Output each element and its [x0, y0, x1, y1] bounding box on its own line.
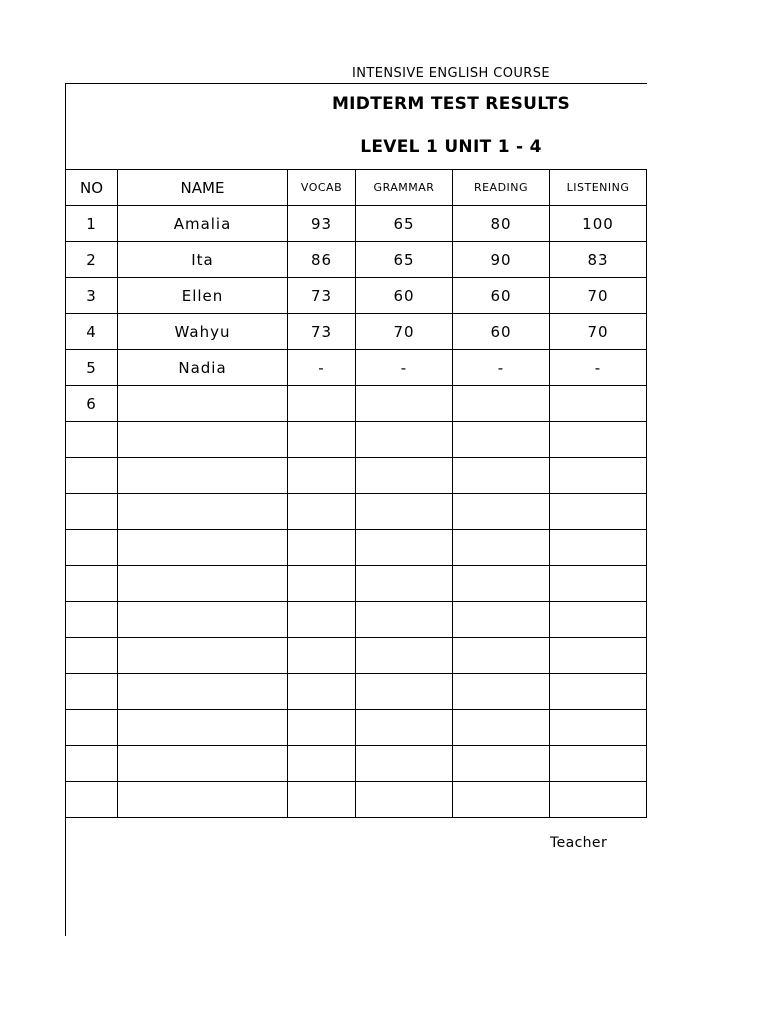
cell-no	[66, 746, 118, 782]
cell-grammar	[356, 494, 453, 530]
cell-reading: 90	[453, 242, 550, 278]
cell-reading	[453, 422, 550, 458]
course-name: INTENSIVE ENGLISH COURSE	[352, 66, 550, 81]
cell-reading	[453, 674, 550, 710]
cell-no	[66, 494, 118, 530]
cell-listening	[550, 386, 647, 422]
cell-grammar: 65	[356, 242, 453, 278]
cell-no	[66, 530, 118, 566]
cell-listening	[550, 710, 647, 746]
cell-vocab	[288, 638, 356, 674]
cell-vocab	[288, 674, 356, 710]
cell-vocab: 73	[288, 314, 356, 350]
cell-name: Amalia	[118, 206, 288, 242]
table-row	[66, 242, 647, 278]
cell-no	[66, 782, 118, 818]
cell-listening	[550, 530, 647, 566]
cell-no	[66, 422, 118, 458]
cell-listening: 100	[550, 206, 647, 242]
cell-reading	[453, 638, 550, 674]
cell-name	[118, 782, 288, 818]
cell-listening	[550, 494, 647, 530]
table-row	[66, 638, 647, 674]
cell-grammar	[356, 386, 453, 422]
table-row	[66, 458, 647, 494]
table-row	[66, 386, 647, 422]
cell-listening	[550, 674, 647, 710]
table-row	[66, 206, 647, 242]
column-header-grammar: GRAMMAR	[356, 170, 453, 206]
cell-grammar	[356, 746, 453, 782]
table-header-row	[66, 170, 647, 206]
cell-name	[118, 674, 288, 710]
page-title: MIDTERM TEST RESULTS	[331, 94, 571, 114]
cell-no	[66, 710, 118, 746]
cell-vocab	[288, 710, 356, 746]
teacher-signature-label: Teacher	[550, 835, 608, 851]
cell-no: 1	[66, 206, 118, 242]
table-row	[66, 494, 647, 530]
cell-name	[118, 458, 288, 494]
column-header-reading: READING	[453, 170, 550, 206]
cell-grammar	[356, 422, 453, 458]
cell-listening: 70	[550, 278, 647, 314]
cell-name	[118, 422, 288, 458]
table-row	[66, 278, 647, 314]
cell-grammar	[356, 602, 453, 638]
cell-vocab	[288, 494, 356, 530]
cell-no: 6	[66, 386, 118, 422]
cell-reading	[453, 746, 550, 782]
cell-grammar	[356, 530, 453, 566]
cell-name	[118, 494, 288, 530]
table-row	[66, 710, 647, 746]
cell-grammar	[356, 710, 453, 746]
table-row	[66, 314, 647, 350]
cell-name	[118, 602, 288, 638]
cell-reading	[453, 602, 550, 638]
column-header-no: NO	[66, 170, 118, 206]
table-row	[66, 674, 647, 710]
table-row	[66, 422, 647, 458]
cell-vocab: 93	[288, 206, 356, 242]
table-row	[66, 566, 647, 602]
cell-grammar: -	[356, 350, 453, 386]
cell-grammar	[356, 782, 453, 818]
cell-vocab: -	[288, 350, 356, 386]
cell-reading: -	[453, 350, 550, 386]
cell-vocab	[288, 746, 356, 782]
column-header-listening: LISTENING	[550, 170, 647, 206]
cell-name	[118, 386, 288, 422]
cell-name: Wahyu	[118, 314, 288, 350]
cell-listening: 83	[550, 242, 647, 278]
page-subtitle: LEVEL 1 UNIT 1 - 4	[360, 137, 542, 157]
cell-grammar	[356, 674, 453, 710]
top-border-line	[65, 83, 647, 84]
cell-no	[66, 458, 118, 494]
cell-name: Ita	[118, 242, 288, 278]
cell-name: Ellen	[118, 278, 288, 314]
cell-grammar: 60	[356, 278, 453, 314]
cell-reading	[453, 782, 550, 818]
cell-reading	[453, 710, 550, 746]
column-header-vocab: VOCAB	[288, 170, 356, 206]
cell-listening	[550, 602, 647, 638]
table-row	[66, 782, 647, 818]
cell-no: 4	[66, 314, 118, 350]
cell-vocab	[288, 782, 356, 818]
cell-listening	[550, 638, 647, 674]
cell-reading: 80	[453, 206, 550, 242]
table-row	[66, 602, 647, 638]
cell-listening: -	[550, 350, 647, 386]
cell-vocab	[288, 386, 356, 422]
cell-grammar: 70	[356, 314, 453, 350]
cell-reading	[453, 386, 550, 422]
column-header-name: NAME	[118, 170, 288, 206]
cell-name	[118, 710, 288, 746]
cell-no: 2	[66, 242, 118, 278]
table-row	[66, 350, 647, 386]
cell-listening	[550, 422, 647, 458]
cell-no	[66, 566, 118, 602]
cell-name: Nadia	[118, 350, 288, 386]
cell-reading	[453, 458, 550, 494]
cell-vocab: 86	[288, 242, 356, 278]
table-row	[66, 746, 647, 782]
table-row	[66, 530, 647, 566]
results-table	[65, 169, 647, 818]
cell-listening: 70	[550, 314, 647, 350]
cell-vocab: 73	[288, 278, 356, 314]
cell-grammar: 65	[356, 206, 453, 242]
cell-reading: 60	[453, 278, 550, 314]
cell-listening	[550, 458, 647, 494]
cell-reading	[453, 530, 550, 566]
cell-reading	[453, 566, 550, 602]
cell-no	[66, 674, 118, 710]
cell-vocab	[288, 422, 356, 458]
cell-vocab	[288, 530, 356, 566]
cell-grammar	[356, 566, 453, 602]
cell-name	[118, 566, 288, 602]
cell-name	[118, 530, 288, 566]
cell-no: 5	[66, 350, 118, 386]
results-table-body	[66, 206, 647, 818]
cell-vocab	[288, 602, 356, 638]
cell-grammar	[356, 638, 453, 674]
cell-vocab	[288, 458, 356, 494]
cell-name	[118, 746, 288, 782]
cell-no: 3	[66, 278, 118, 314]
cell-listening	[550, 746, 647, 782]
cell-listening	[550, 566, 647, 602]
cell-no	[66, 602, 118, 638]
cell-vocab	[288, 566, 356, 602]
cell-reading	[453, 494, 550, 530]
cell-no	[66, 638, 118, 674]
cell-listening	[550, 782, 647, 818]
cell-reading: 60	[453, 314, 550, 350]
cell-grammar	[356, 458, 453, 494]
cell-name	[118, 638, 288, 674]
